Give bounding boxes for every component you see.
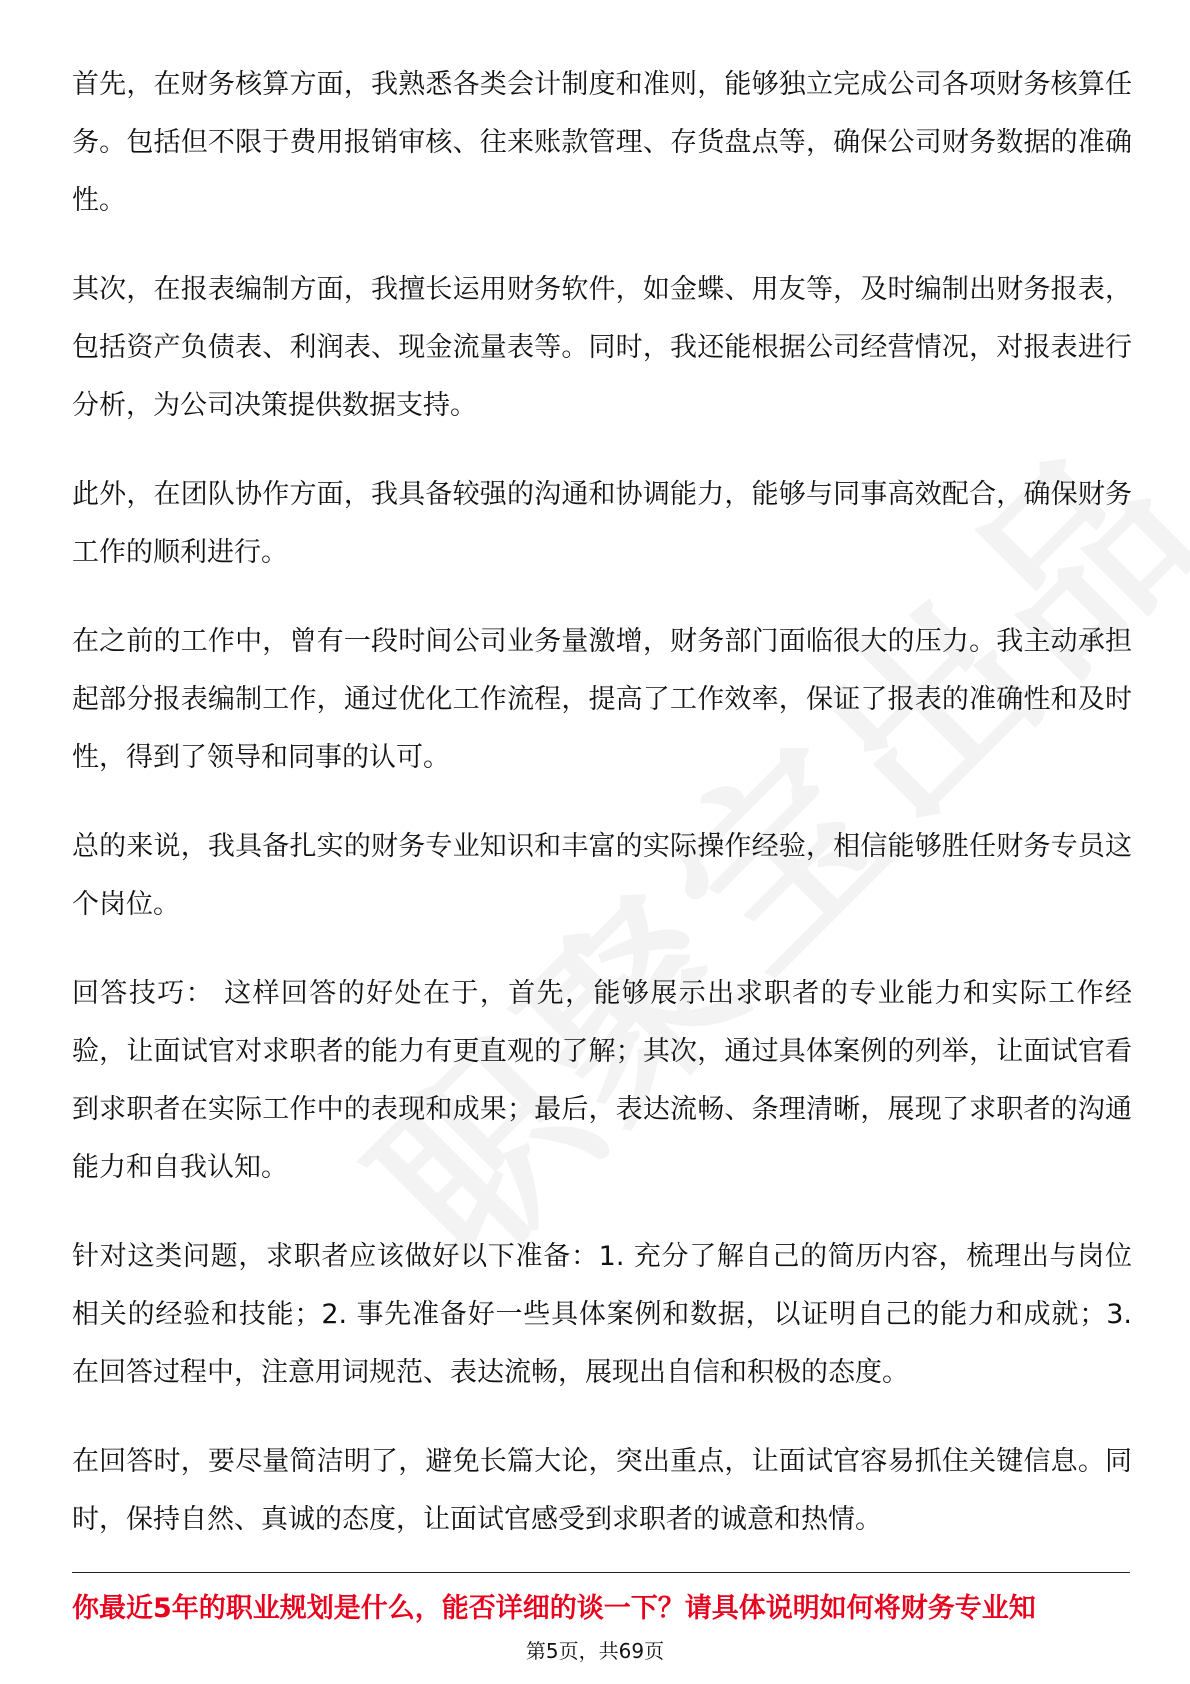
paragraph-1: 首先，在财务核算方面，我熟悉各类会计制度和准则，能够独立完成公司各项财务核算任务。包括但不限于费用报销审核、往来账款管理、存货盘点等，确保公司财务数据的准确性。: [72, 69, 1132, 216]
paragraph-7: 针对这类问题，求职者应该做好以下准备：1. 充分了解自己的简历内容，梳理出与岗位相关的经验和技能；2. 事先准备好一些具体案例和数据，以证明自己的能力和成就；3. 在回答过程中，注意用词规范、表达流畅，展现出自信和积极的态度。: [72, 1241, 1132, 1388]
paragraph-5: 总的来说，我具备扎实的财务专业知识和丰富的实际操作经验，相信能够胜任财务专员这个岗位。: [72, 831, 1132, 920]
divider: [72, 1572, 1130, 1573]
paragraph-3: 此外，在团队协作方面，我具备较强的沟通和协调能力，能够与同事高效配合，确保财务工作的顺利进行。: [72, 479, 1132, 568]
body-text: [72, 56, 1132, 1580]
paragraph-8: 在回答时，要尽量简洁明了，避免长篇大论，突出重点，让面试官容易抓住关键信息。同时，保持自然、真诚的态度，让面试官感受到求职者的诚意和热情。: [72, 1446, 1132, 1535]
paragraph-6: 回答技巧： 这样回答的好处在于，首先，能够展示出求职者的专业能力和实际工作经验，让面试官对求职者的能力有更直观的了解；其次，通过具体案例的列举，让面试官看到求职者在实际工作中的表现和成果；最后，表达流畅、条理清晰，展现了求职者的沟通能力和自我认知。: [72, 978, 1132, 1183]
next-question-heading: 你最近5年的职业规划是什么，能否详细的谈一下？请具体说明如何将财务专业知: [72, 1593, 1036, 1624]
paragraph-2: 其次，在报表编制方面，我擅长运用财务软件，如金蝶、用友等，及时编制出财务报表，包括资产负债表、利润表、现金流量表等。同时，我还能根据公司经营情况，对报表进行分析，为公司决策提供数据支持。: [72, 274, 1132, 421]
page-number: 第5页，共69页: [525, 1639, 665, 1663]
paragraph-4: 在之前的工作中，曾有一段时间公司业务量激增，财务部门面临很大的压力。我主动承担起部分报表编制工作，通过优化工作流程，提高了工作效率，保证了报表的准确性和及时性，得到了领导和同事的认可。: [72, 626, 1132, 773]
